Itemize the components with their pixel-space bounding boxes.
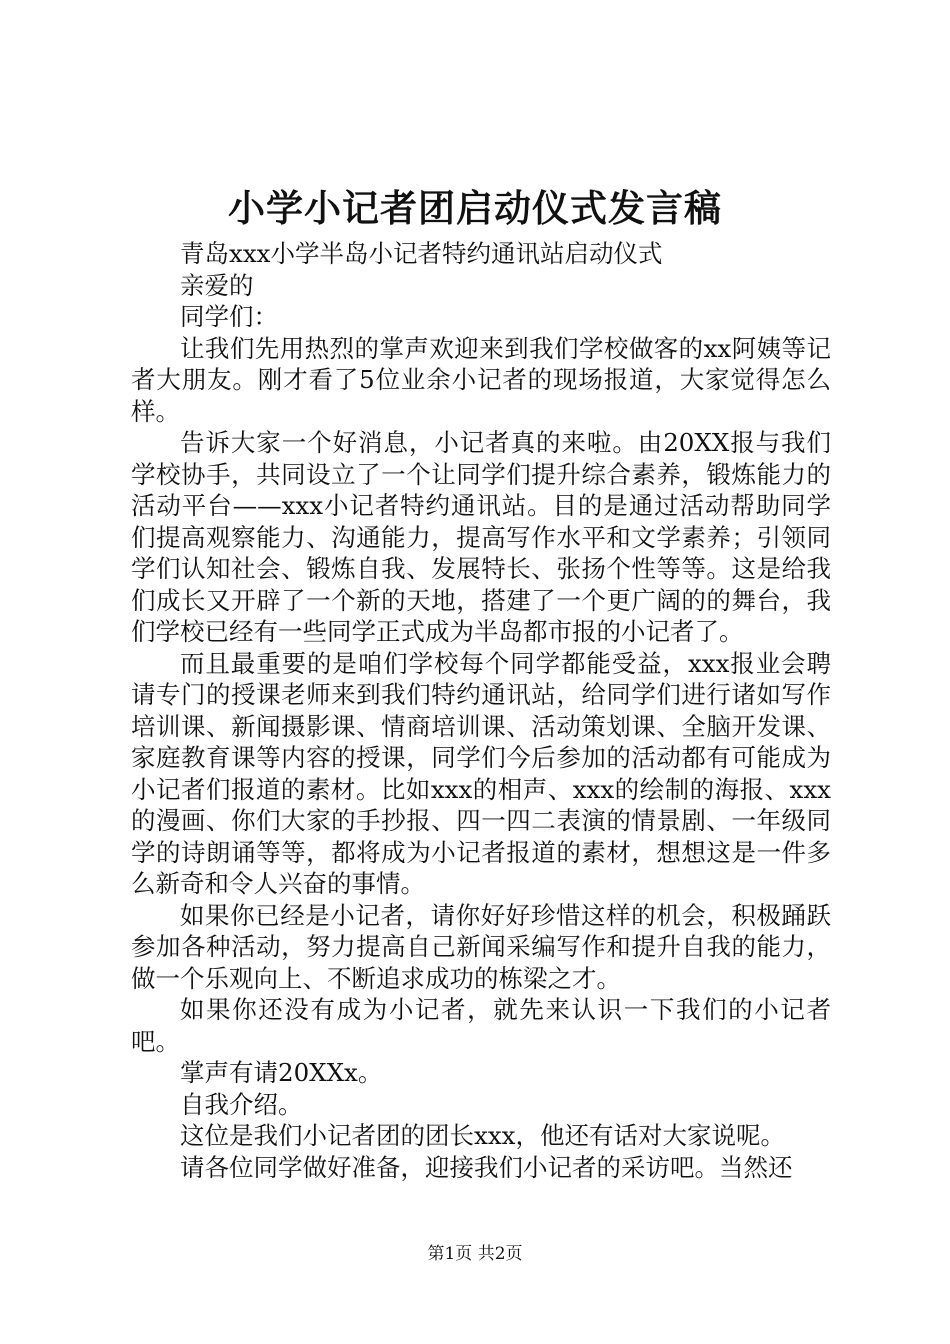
paragraph: 亲爱的	[180, 270, 254, 300]
paragraph: 告诉大家一个好消息，小记者真的来啦。由20XX报与我们学校协手，共同设立了一个让同学们提升综合素养，锻炼能力的活动平台——xxx小记者特约通讯站。目的是通过活动帮助同学们提高观察能力、沟通能力，提高写作水平和文学素养；引领同学们认知社会、锻炼自我、发展特长、张扬个性等等。这是给我们成长又开辟了一个新的天地，搭建了一个更广阔的的舞台，我们学校已经有一些同学正式成为半岛都市报的小记者了。	[131, 428, 831, 646]
paragraph: 掌声有请20XXx。	[180, 1058, 383, 1087]
document-body	[131, 238, 831, 1183]
document-title: 小学小记者团启动仪式发言稿	[228, 186, 722, 230]
paragraph: 自我介绍。	[180, 1089, 303, 1119]
paragraph: 如果你已经是小记者，请你好好珍惜这样的机会，积极踊跃参加各种活动，努力提高自己新闻采编写作和提升自我的能力，做一个乐观向上、不断追求成功的栋梁之才。	[131, 900, 831, 993]
paragraph: 请各位同学做好准备，迎接我们小记者的采访吧。当然还	[180, 1152, 793, 1182]
paragraph: 如果你还没有成为小记者，就先来认识一下我们的小记者吧。	[131, 995, 831, 1056]
paragraph: 同学们：	[180, 302, 278, 331]
page-number-footer: 第1页 共2页	[427, 1244, 523, 1264]
paragraph: 青岛xxx小学半岛小记者特约通讯站启动仪式	[180, 239, 663, 268]
paragraph: 而且最重要的是咱们学校每个同学都能受益，xxx报业会聘请专门的授课老师来到我们特约通讯站，给同学们进行诸如写作培训课、新闻摄影课、情商培训课、活动策划课、全脑开发课、家庭教育课等内容的授课，同学们今后参加的活动都有可能成为小记者们报道的素材。比如xxx的相声、xxx的绘制的海报、xxx的漫画、你们大家的手抄报、四一四二表演的情景剧、一年级同学的诗朗诵等等，都将成为小记者报道的素材，想想这是一件多么新奇和令人兴奋的事情。	[131, 648, 831, 898]
paragraph: 让我们先用热烈的掌声欢迎来到我们学校做客的xx阿姨等记者大朋友。刚才看了5位业余小记者的现场报道，大家觉得怎么样。	[131, 333, 831, 426]
paragraph: 这位是我们小记者团的团长xxx，他还有话对大家说呢。	[180, 1121, 785, 1150]
